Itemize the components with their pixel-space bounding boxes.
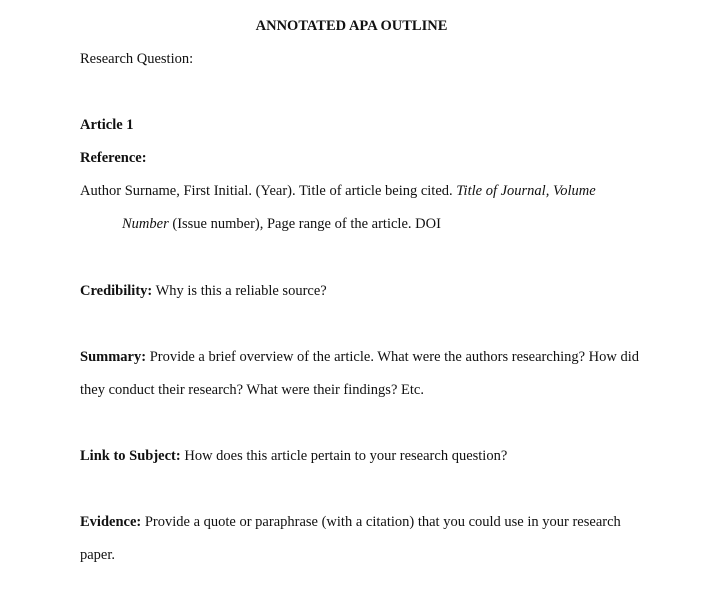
summary-label: Summary: (80, 349, 147, 365)
credibility-label: Credibility: (80, 283, 153, 299)
credibility-text: Why is this a reliable source? (152, 283, 327, 299)
reference-label: Reference: (80, 150, 147, 166)
document-title: ANNOTATED APA OUTLINE (255, 18, 448, 34)
credibility-section (80, 281, 327, 301)
summary-line-2: they conduct their research? What were their findings? Etc. (80, 382, 424, 398)
summary-line-1 (80, 347, 639, 367)
link-to-subject-section (80, 446, 507, 466)
reference-text: Author Surname, First Initial. (Year). Title of article being cited. (80, 183, 457, 199)
reference-line-1 (80, 181, 596, 201)
evidence-line-2: paper. (80, 547, 116, 563)
article-heading: Article 1 (80, 117, 134, 133)
evidence-text: Provide a quote or paraphrase (with a citation) that you could use in your research (141, 514, 621, 530)
reference-issue-pages: (Issue number), Page range of the article. DOI (168, 216, 441, 232)
journal-volume-number: Number (122, 216, 169, 232)
evidence-line-1 (80, 512, 621, 532)
link-to-subject-text: How does this article pertain to your research question? (180, 448, 508, 464)
link-to-subject-label: Link to Subject: (80, 448, 181, 464)
journal-title: Title of Journal, Volume (456, 183, 596, 199)
research-question-label: Research Question: (80, 51, 194, 67)
reference-line-2 (122, 214, 441, 234)
evidence-label: Evidence: (80, 514, 142, 530)
summary-text: Provide a brief overview of the article. What were the authors researching? How did (146, 349, 640, 365)
